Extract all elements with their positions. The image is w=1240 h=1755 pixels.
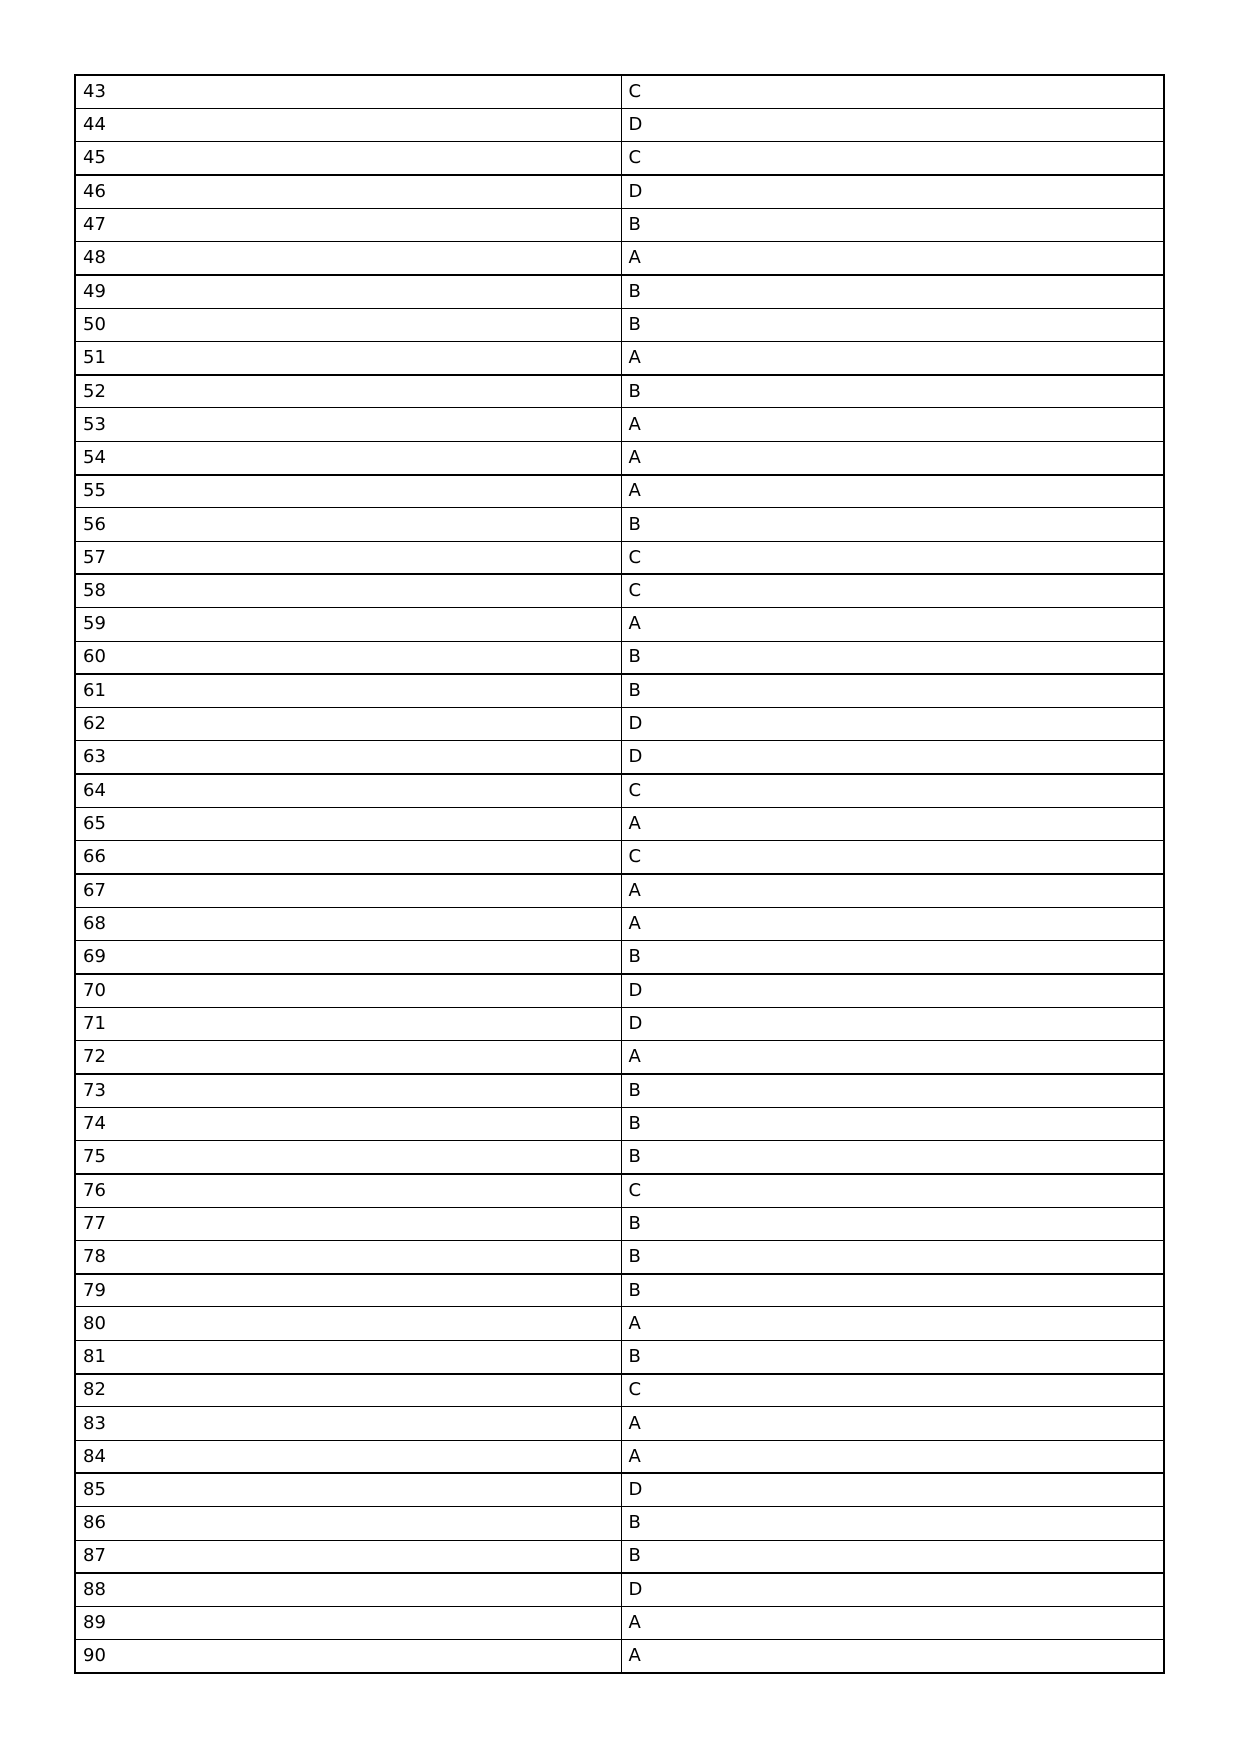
table-row xyxy=(75,175,1164,208)
answer-letter-cell: B xyxy=(621,508,1164,541)
question-number-cell: 70 xyxy=(75,974,621,1007)
answer-letter-cell: A xyxy=(621,241,1164,274)
table-row xyxy=(75,574,1164,607)
answer-letter-cell: D xyxy=(621,974,1164,1007)
table-row xyxy=(75,1374,1164,1407)
answer-letter-cell: A xyxy=(621,1307,1164,1340)
answer-letter-cell: B xyxy=(621,941,1164,974)
table-row xyxy=(75,641,1164,674)
answer-letter-cell: C xyxy=(621,541,1164,574)
answer-letter-cell: B xyxy=(621,1107,1164,1140)
question-number-cell: 46 xyxy=(75,175,621,208)
answer-letter-cell: A xyxy=(621,1041,1164,1074)
answer-letter-cell: A xyxy=(621,1407,1164,1440)
question-number-cell: 67 xyxy=(75,874,621,907)
table-row xyxy=(75,1607,1164,1640)
table-row xyxy=(75,408,1164,441)
answer-letter-cell: D xyxy=(621,741,1164,774)
answer-letter-cell: B xyxy=(621,1240,1164,1273)
answer-letter-cell: A xyxy=(621,341,1164,374)
answer-letter-cell: A xyxy=(621,1440,1164,1473)
question-number-cell: 48 xyxy=(75,241,621,274)
question-number-cell: 81 xyxy=(75,1340,621,1373)
table-row xyxy=(75,974,1164,1007)
question-number-cell: 59 xyxy=(75,608,621,641)
question-number-cell: 51 xyxy=(75,341,621,374)
table-row xyxy=(75,1174,1164,1207)
question-number-cell: 87 xyxy=(75,1540,621,1573)
answer-letter-cell: A xyxy=(621,608,1164,641)
table-row xyxy=(75,874,1164,907)
answer-letter-cell: B xyxy=(621,1340,1164,1373)
question-number-cell: 60 xyxy=(75,641,621,674)
table-row xyxy=(75,1007,1164,1040)
question-number-cell: 89 xyxy=(75,1607,621,1640)
answer-letter-cell: D xyxy=(621,175,1164,208)
question-number-cell: 73 xyxy=(75,1074,621,1107)
table-row xyxy=(75,341,1164,374)
answer-letter-cell: D xyxy=(621,1007,1164,1040)
answer-letter-cell: A xyxy=(621,441,1164,474)
question-number-cell: 75 xyxy=(75,1141,621,1174)
question-number-cell: 55 xyxy=(75,475,621,508)
answer-letter-cell: C xyxy=(621,574,1164,607)
table-row xyxy=(75,1407,1164,1440)
answer-letter-cell: C xyxy=(621,1174,1164,1207)
table-row xyxy=(75,941,1164,974)
question-number-cell: 78 xyxy=(75,1240,621,1273)
question-number-cell: 63 xyxy=(75,741,621,774)
question-number-cell: 76 xyxy=(75,1174,621,1207)
table-row xyxy=(75,741,1164,774)
answer-letter-cell: D xyxy=(621,108,1164,141)
answer-letter-cell: B xyxy=(621,1507,1164,1540)
answer-letter-cell: B xyxy=(621,1274,1164,1307)
question-number-cell: 72 xyxy=(75,1041,621,1074)
table-row xyxy=(75,1141,1164,1174)
answer-letter-cell: B xyxy=(621,1141,1164,1174)
table-row xyxy=(75,1240,1164,1273)
question-number-cell: 54 xyxy=(75,441,621,474)
question-number-cell: 85 xyxy=(75,1473,621,1506)
table-row xyxy=(75,708,1164,741)
question-number-cell: 43 xyxy=(75,75,621,108)
table-row xyxy=(75,841,1164,874)
table-row xyxy=(75,608,1164,641)
table-row xyxy=(75,808,1164,841)
question-number-cell: 65 xyxy=(75,808,621,841)
table-row xyxy=(75,1440,1164,1473)
answer-letter-cell: A xyxy=(621,1607,1164,1640)
question-number-cell: 56 xyxy=(75,508,621,541)
answer-letter-cell: A xyxy=(621,808,1164,841)
question-number-cell: 58 xyxy=(75,574,621,607)
table-row xyxy=(75,142,1164,175)
table-row xyxy=(75,774,1164,807)
answer-letter-cell: B xyxy=(621,275,1164,308)
answer-letter-cell: B xyxy=(621,674,1164,707)
question-number-cell: 69 xyxy=(75,941,621,974)
answer-letter-cell: C xyxy=(621,75,1164,108)
answer-letter-cell: B xyxy=(621,208,1164,241)
table-row xyxy=(75,1573,1164,1606)
question-number-cell: 77 xyxy=(75,1207,621,1240)
table-row xyxy=(75,1540,1164,1573)
question-number-cell: 74 xyxy=(75,1107,621,1140)
table-row xyxy=(75,475,1164,508)
answer-letter-cell: B xyxy=(621,308,1164,341)
question-number-cell: 82 xyxy=(75,1374,621,1407)
answer-letter-cell: A xyxy=(621,408,1164,441)
table-row xyxy=(75,1473,1164,1506)
question-number-cell: 44 xyxy=(75,108,621,141)
question-number-cell: 61 xyxy=(75,674,621,707)
answer-letter-cell: A xyxy=(621,874,1164,907)
table-row xyxy=(75,375,1164,408)
answer-letter-cell: A xyxy=(621,907,1164,940)
answer-letter-cell: B xyxy=(621,1074,1164,1107)
table-row xyxy=(75,1207,1164,1240)
table-row xyxy=(75,241,1164,274)
answer-letter-cell: C xyxy=(621,774,1164,807)
question-number-cell: 79 xyxy=(75,1274,621,1307)
table-row xyxy=(75,1074,1164,1107)
answer-letter-cell: D xyxy=(621,1473,1164,1506)
table-row xyxy=(75,308,1164,341)
answer-letter-cell: B xyxy=(621,1540,1164,1573)
question-number-cell: 52 xyxy=(75,375,621,408)
question-number-cell: 84 xyxy=(75,1440,621,1473)
table-row xyxy=(75,1274,1164,1307)
table-row xyxy=(75,907,1164,940)
answer-letter-cell: C xyxy=(621,142,1164,175)
table-row xyxy=(75,275,1164,308)
table-row xyxy=(75,1307,1164,1340)
answer-letter-cell: B xyxy=(621,1207,1164,1240)
table-row xyxy=(75,108,1164,141)
answer-key-table-body xyxy=(75,75,1164,1673)
table-row xyxy=(75,1340,1164,1373)
table-row xyxy=(75,1507,1164,1540)
table-row xyxy=(75,1640,1164,1673)
question-number-cell: 66 xyxy=(75,841,621,874)
answer-letter-cell: A xyxy=(621,475,1164,508)
answer-key-table-container xyxy=(74,74,1163,1674)
question-number-cell: 45 xyxy=(75,142,621,175)
table-row xyxy=(75,441,1164,474)
answer-letter-cell: A xyxy=(628,1645,641,1667)
question-number-cell: 47 xyxy=(75,208,621,241)
answer-letter-cell: C xyxy=(621,841,1164,874)
question-number-cell: 86 xyxy=(75,1507,621,1540)
answer-letter-cell: D xyxy=(621,1573,1164,1606)
table-row xyxy=(75,1041,1164,1074)
table-row xyxy=(75,1107,1164,1140)
question-number-cell: 53 xyxy=(75,408,621,441)
question-number-cell: 50 xyxy=(75,308,621,341)
table-row xyxy=(75,674,1164,707)
question-number-cell: 71 xyxy=(75,1007,621,1040)
answer-letter-cell: C xyxy=(621,1374,1164,1407)
table-row xyxy=(75,208,1164,241)
answer-letter-cell: D xyxy=(621,708,1164,741)
question-number-cell: 80 xyxy=(75,1307,621,1340)
question-number-cell: 49 xyxy=(75,275,621,308)
question-number-cell: 68 xyxy=(75,907,621,940)
table-row xyxy=(75,541,1164,574)
table-row xyxy=(75,75,1164,108)
question-number-cell: 62 xyxy=(75,708,621,741)
question-number-cell: 88 xyxy=(75,1573,621,1606)
question-number-cell: 90 xyxy=(75,1640,621,1673)
question-number-cell: 57 xyxy=(75,541,621,574)
question-number-cell: 64 xyxy=(75,774,621,807)
answer-letter-cell: B xyxy=(621,641,1164,674)
answer-key-table xyxy=(74,74,1165,1674)
question-number-cell: 83 xyxy=(75,1407,621,1440)
table-row xyxy=(75,508,1164,541)
answer-letter-cell: B xyxy=(621,375,1164,408)
